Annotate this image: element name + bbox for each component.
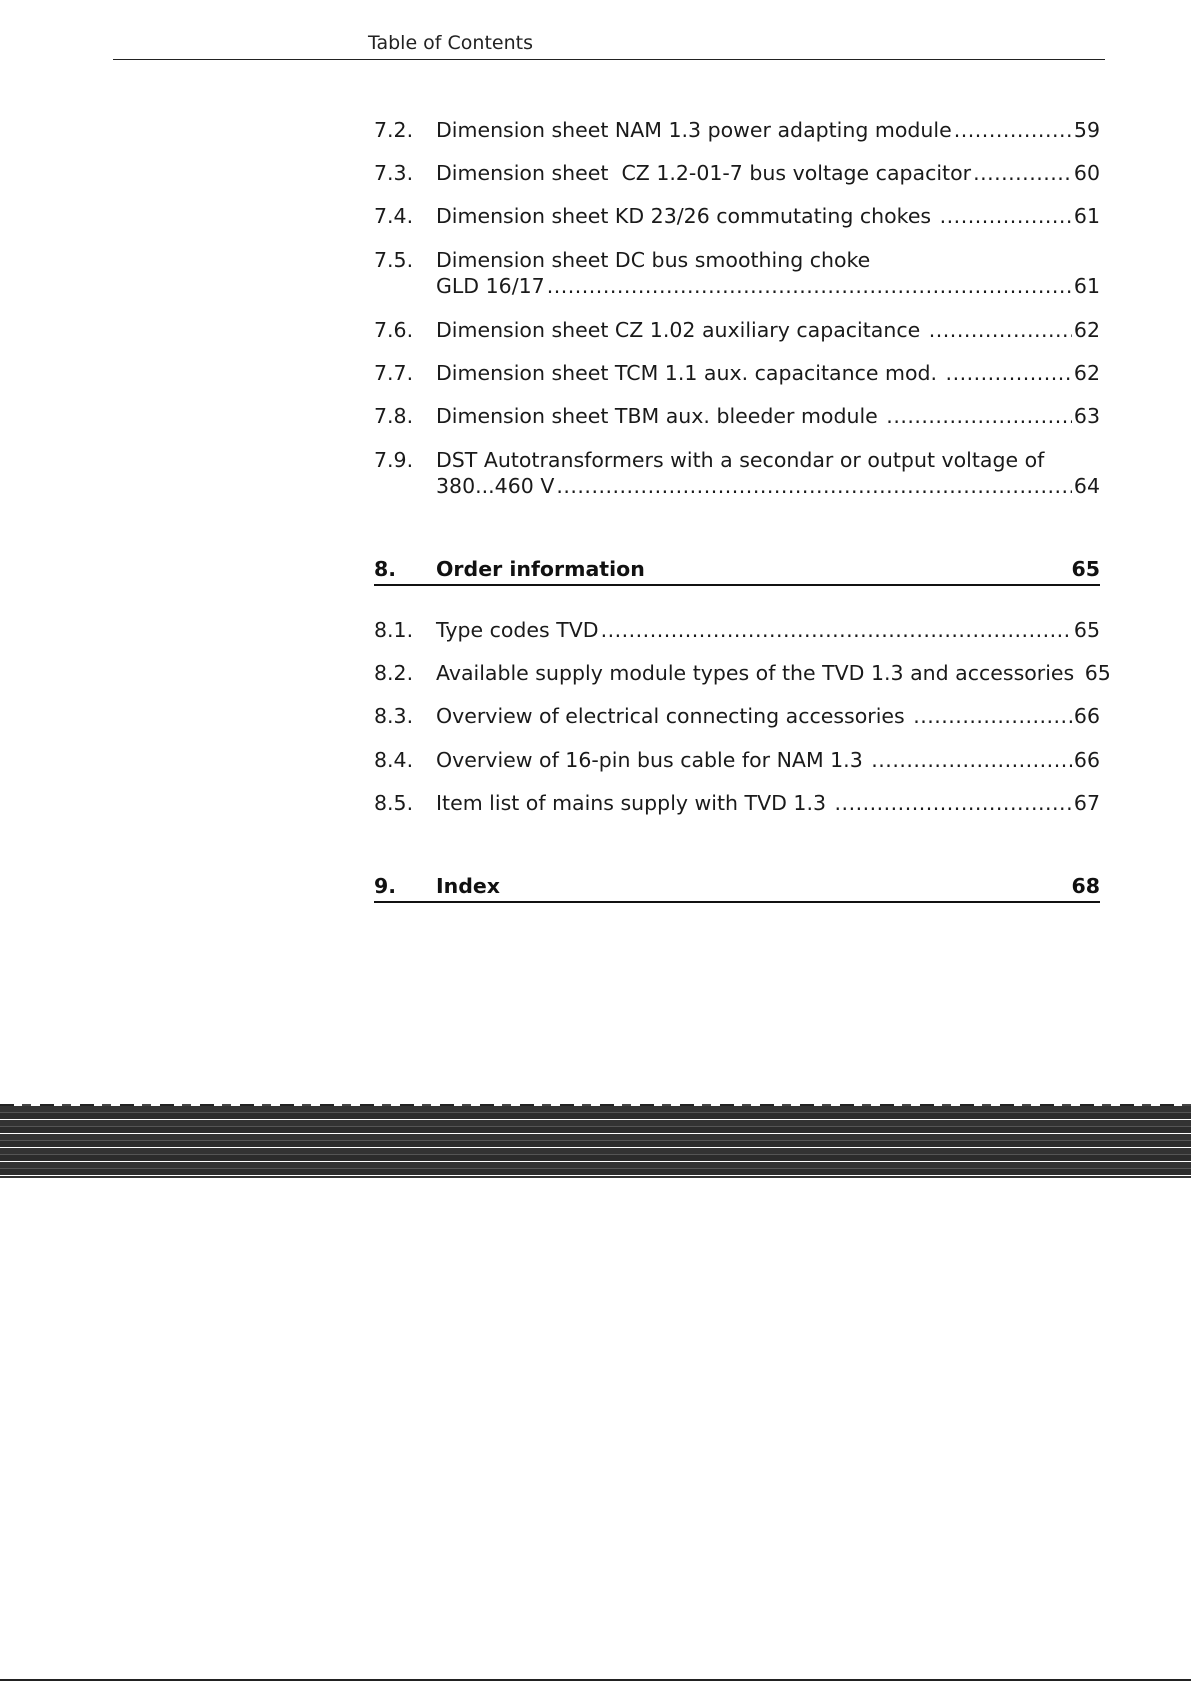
chapter-page: 65	[1071, 557, 1100, 581]
toc-entry-title-line: Dimension sheet DC bus smoothing choke	[436, 248, 871, 272]
toc-entry[interactable]	[374, 617, 1100, 643]
toc-entry[interactable]	[374, 317, 1100, 343]
toc-entry[interactable]	[374, 660, 1111, 686]
toc-entry-title-line: DST Autotransformers with a secondar or output voltage of	[436, 448, 1045, 472]
leader-dots	[929, 317, 1072, 343]
chapter-page: 68	[1071, 874, 1100, 898]
leader-dots	[954, 117, 1072, 143]
leader-dots	[913, 703, 1072, 729]
toc-entry[interactable]	[374, 447, 1100, 499]
toc-entry-title: 380...460 V	[436, 474, 555, 498]
toc-entry[interactable]	[374, 403, 1100, 429]
toc-entry-number: 8.1.	[374, 618, 414, 642]
toc-entry-number: 8.3.	[374, 704, 414, 728]
toc-entry-title: Dimension sheet TCM 1.1 aux. capacitance mod.	[436, 361, 944, 385]
toc-entry-page: 67	[1073, 791, 1100, 815]
leader-dots	[835, 790, 1072, 816]
toc-entry-title: Item list of mains supply with TVD 1.3	[436, 791, 833, 815]
chapter-title: Order information	[436, 557, 645, 581]
chapter-number: 9.	[374, 874, 397, 898]
toc-entry[interactable]	[374, 160, 1100, 186]
toc-entry-number: 7.2.	[374, 118, 414, 142]
toc-entry-page: 61	[1073, 204, 1100, 228]
footer-rule	[0, 1679, 1191, 1681]
leader-dots	[946, 360, 1072, 386]
scan-artifact-band	[0, 1106, 1191, 1178]
toc-entry-number: 7.3.	[374, 161, 414, 185]
toc-entry-title: Dimension sheet NAM 1.3 power adapting module	[436, 118, 952, 142]
leader-dots	[547, 273, 1072, 299]
leader-dots	[556, 473, 1072, 499]
toc-entry[interactable]	[374, 247, 1100, 299]
toc-entry-page: 59	[1073, 118, 1100, 142]
toc-entry-page: 66	[1073, 748, 1100, 772]
toc-entry[interactable]	[374, 790, 1100, 816]
toc-entry-page: 62	[1073, 361, 1100, 385]
toc-entry-title: Overview of 16-pin bus cable for NAM 1.3	[436, 748, 870, 772]
toc-entry[interactable]	[374, 203, 1100, 229]
toc-entry-number: 8.4.	[374, 748, 414, 772]
toc-entry-number: 7.5.	[374, 248, 414, 272]
toc-entry[interactable]	[374, 117, 1100, 143]
toc-entry-number: 7.7.	[374, 361, 414, 385]
toc-entry-title: Dimension sheet TBM aux. bleeder module	[436, 404, 885, 428]
toc-entry-page: 62	[1073, 318, 1100, 342]
leader-dots	[886, 403, 1072, 429]
chapter-number: 8.	[374, 557, 397, 581]
toc-entry-number: 7.9.	[374, 448, 414, 472]
leader-dots	[973, 160, 1072, 186]
toc-entry-title: Dimension sheet KD 23/26 commutating chokes	[436, 204, 938, 228]
toc-entry[interactable]	[374, 703, 1100, 729]
leader-dots	[871, 747, 1072, 773]
toc-entry-title: GLD 16/17	[436, 274, 545, 298]
toc-entry-title: Overview of electrical connecting accessories	[436, 704, 912, 728]
toc-entry-number: 7.8.	[374, 404, 414, 428]
toc-entry-title: Dimension sheet CZ 1.2-01-7 bus voltage capacitor	[436, 161, 972, 185]
toc-entry-title: Available supply module types of the TVD 1.3 and accessories	[436, 661, 1081, 685]
chapter-title: Index	[436, 874, 501, 898]
toc-entry-page: 65	[1084, 661, 1111, 685]
toc-entry-title: Type codes TVD	[436, 618, 599, 642]
header-rule	[113, 59, 1105, 60]
toc-entry-page: 64	[1073, 474, 1100, 498]
toc-entry[interactable]	[374, 360, 1100, 386]
toc-entry-number: 8.5.	[374, 791, 414, 815]
toc-entry-page: 65	[1073, 618, 1100, 642]
toc-entry-number: 8.2.	[374, 661, 414, 685]
toc-entry[interactable]	[374, 747, 1100, 773]
toc-entry-page: 63	[1073, 404, 1100, 428]
toc-entry-number: 7.6.	[374, 318, 414, 342]
toc-entry-page: 60	[1073, 161, 1100, 185]
chapter-heading[interactable]	[374, 556, 1100, 586]
toc-entry-title: Dimension sheet CZ 1.02 auxiliary capacitance	[436, 318, 927, 342]
toc-entry-page: 66	[1073, 704, 1100, 728]
leader-dots	[940, 203, 1072, 229]
toc-entry-number: 7.4.	[374, 204, 414, 228]
leader-dots	[601, 617, 1072, 643]
chapter-heading[interactable]	[374, 873, 1100, 903]
header-title: Table of Contents	[368, 32, 533, 54]
toc-entry-page: 61	[1073, 274, 1100, 298]
